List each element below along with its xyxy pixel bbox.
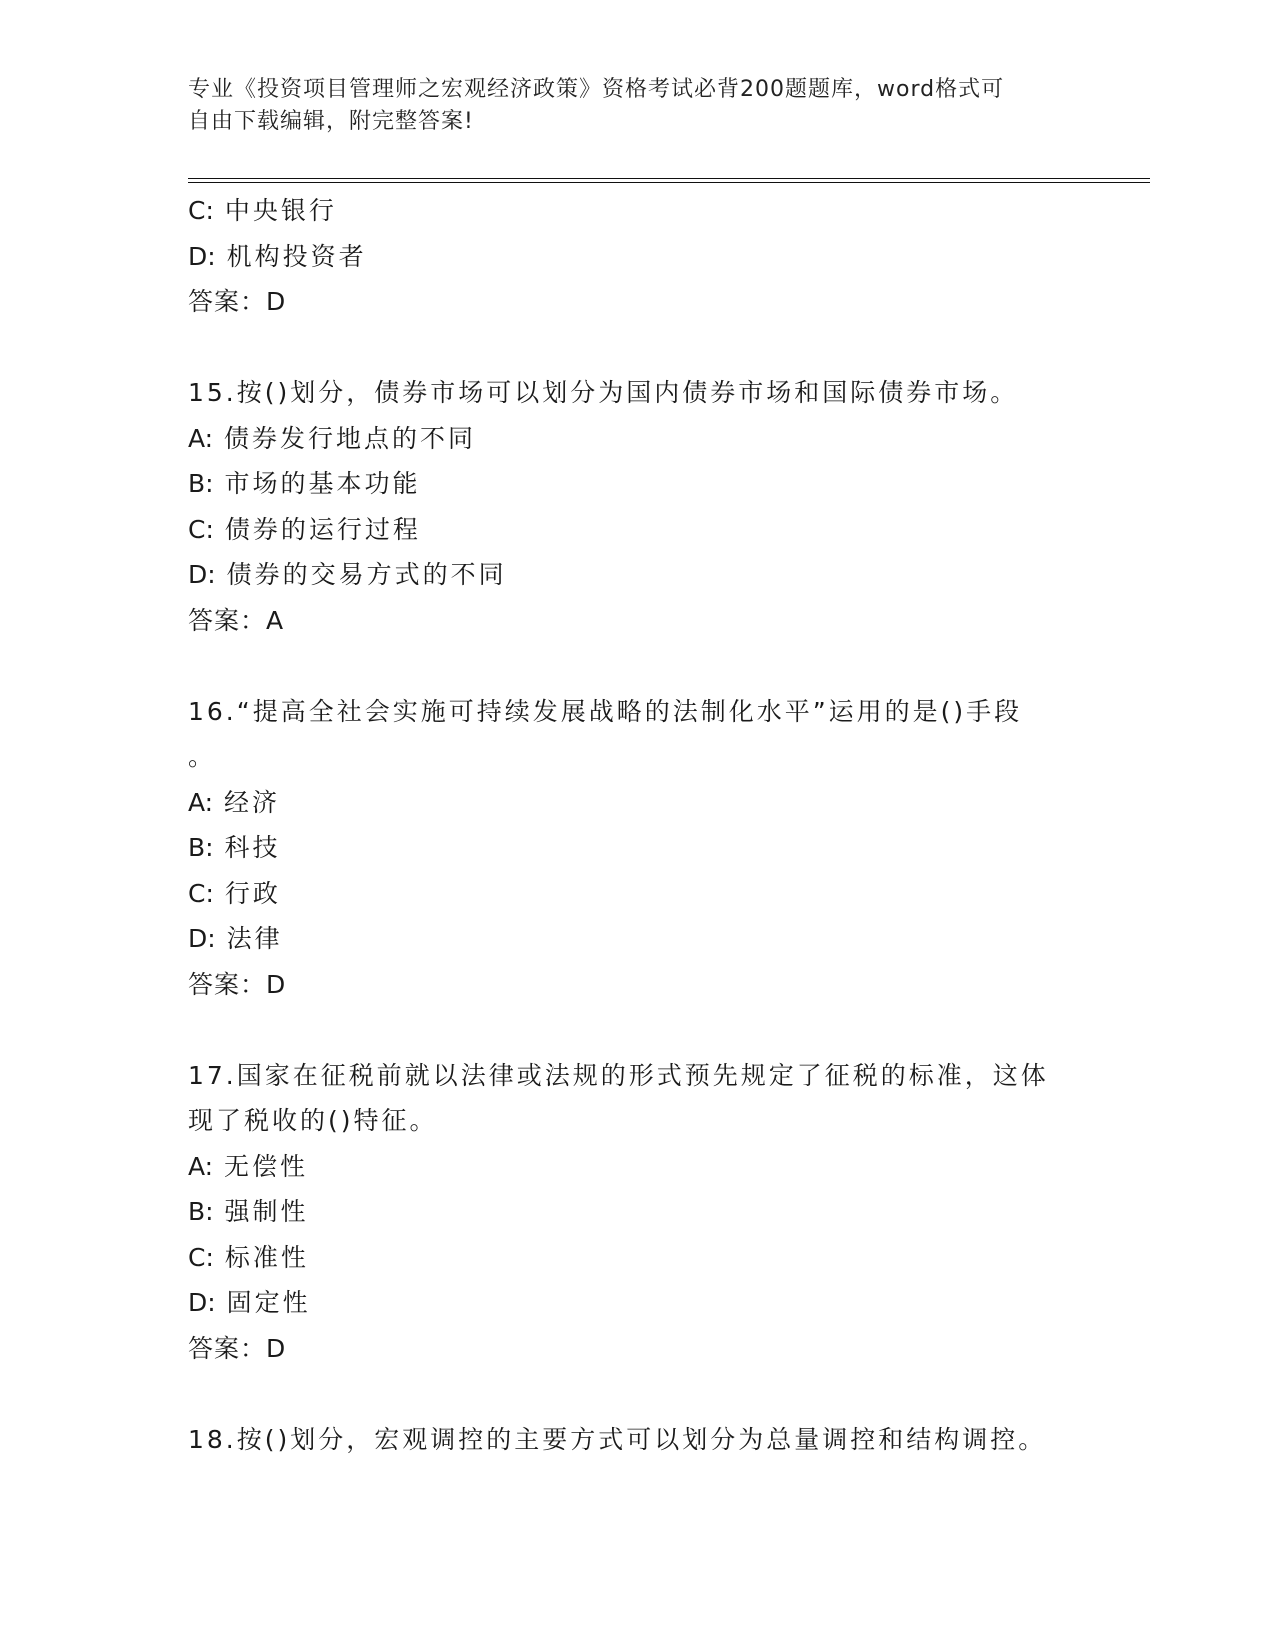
option-text: 机构投资者 (226, 241, 367, 271)
option-c (188, 507, 1088, 553)
option-d (188, 234, 1088, 280)
option-b (188, 1189, 1088, 1235)
option-a (188, 780, 1088, 826)
option-text: 中央银行 (224, 196, 337, 225)
spacer (188, 1371, 1088, 1417)
header-line-1: 专业《投资项目管理师之宏观经济政策》资格考试必背200题题库，word格式可 (188, 77, 1005, 102)
question-stem: 15.按()划分，债券市场可以划分为国内债券市场和国际债券市场。 (188, 378, 1019, 407)
question-stem: 17.国家在征税前就以法律或法规的形式预先规定了征税的标准，这体 (188, 1060, 1049, 1090)
option-d (188, 552, 1088, 598)
option-a (188, 1144, 1088, 1190)
option-text: 行政 (224, 878, 281, 908)
option-text: 科技 (224, 833, 281, 862)
option-text: 债券的运行过程 (224, 514, 421, 544)
question-fragment (188, 188, 1088, 325)
option-b (188, 461, 1088, 507)
question-15 (188, 370, 1088, 643)
question-stem: 18.按()划分，宏观调控的主要方式可以划分为总量调控和结构调控。 (188, 1424, 1047, 1454)
option-label: A: (188, 423, 214, 453)
question-17 (188, 1053, 1088, 1372)
option-c (188, 1235, 1088, 1281)
spacer (188, 325, 1088, 371)
option-text: 市场的基本功能 (224, 469, 421, 498)
answer-line: 答案：D (188, 969, 287, 999)
option-c (188, 188, 1088, 234)
header-divider (188, 178, 1150, 183)
option-label: B: (188, 469, 214, 498)
option-text: 债券发行地点的不同 (224, 423, 477, 453)
question-18 (188, 1417, 1088, 1463)
spacer (188, 1007, 1088, 1053)
option-text: 法律 (226, 924, 283, 953)
option-label: D: (188, 560, 216, 589)
answer-line: 答案：D (188, 1333, 287, 1363)
option-text: 标准性 (224, 1242, 309, 1272)
option-label: D: (188, 241, 216, 271)
question-stem-continued: 现了税收的()特征。 (188, 1106, 438, 1135)
option-text: 债券的交易方式的不同 (226, 560, 507, 589)
header-line-2: 自由下载编辑，附完整答案! (188, 109, 474, 134)
option-d (188, 1280, 1088, 1326)
answer-line: 答案：D (188, 287, 287, 316)
answer-line: 答案：A (188, 605, 285, 635)
spacer (188, 643, 1088, 689)
option-text: 经济 (224, 787, 281, 817)
question-stem: 16.“提高全社会实施可持续发展战略的法制化水平”运用的是()手段 (188, 696, 1023, 726)
option-text: 强制性 (224, 1197, 309, 1226)
option-label: D: (188, 1288, 216, 1317)
option-label: A: (188, 787, 214, 817)
question-16 (188, 689, 1088, 1008)
option-c (188, 871, 1088, 917)
option-a (188, 416, 1088, 462)
option-d (188, 916, 1088, 962)
option-label: B: (188, 1197, 214, 1226)
option-label: A: (188, 1151, 214, 1181)
option-label: C: (188, 514, 214, 544)
option-label: C: (188, 878, 214, 908)
question-stem-continued: 。 (188, 742, 217, 771)
option-label: C: (188, 1242, 214, 1272)
page-header (188, 74, 1088, 138)
option-label: C: (188, 196, 214, 225)
option-label: B: (188, 833, 214, 862)
option-text: 无偿性 (224, 1151, 309, 1181)
option-text: 固定性 (226, 1288, 311, 1317)
document-body (188, 188, 1088, 1462)
option-b (188, 825, 1088, 871)
option-label: D: (188, 924, 216, 953)
